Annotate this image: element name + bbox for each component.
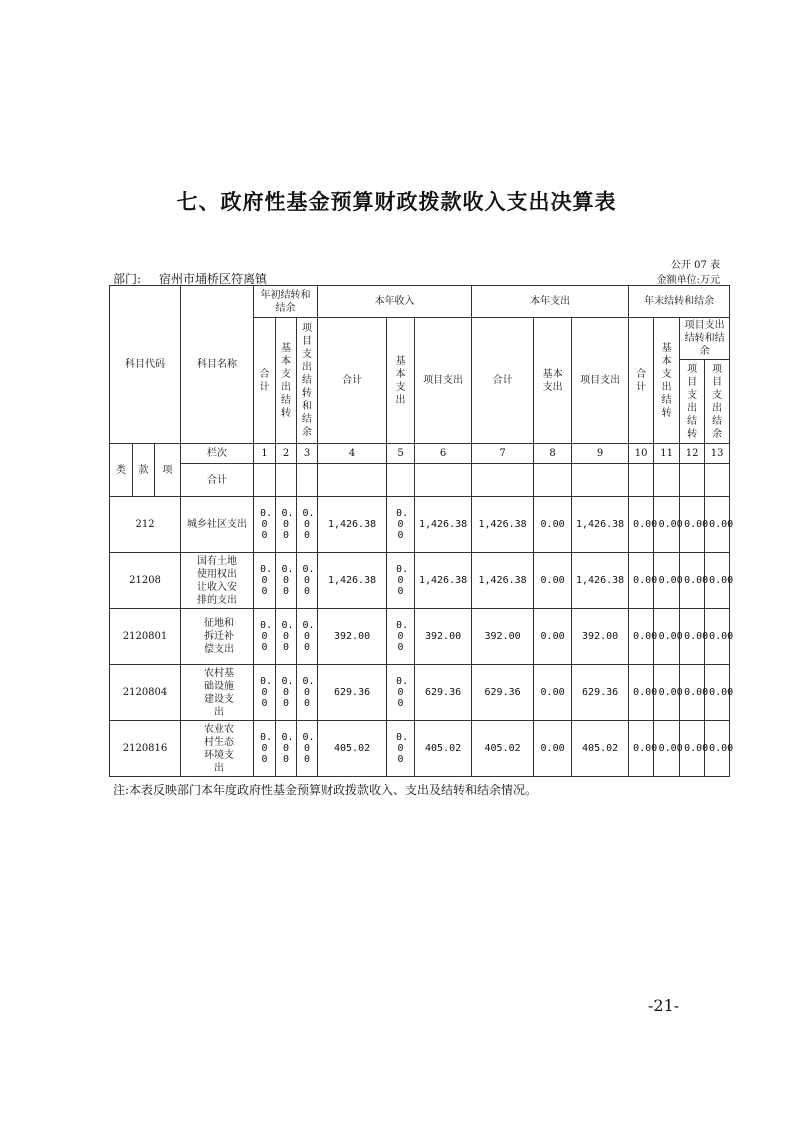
header-end-group: 年末结转和结余	[629, 286, 730, 318]
cell-income-basic: 0.00	[387, 497, 415, 553]
row-name: 国有土地使用权出让收入安排的支出	[181, 553, 254, 609]
row-name: 征地和拆迁补偿支出	[181, 609, 254, 665]
total-row-label: 合计	[181, 464, 254, 497]
table-row	[110, 497, 730, 553]
header-expense-basic: 基本支出	[534, 318, 572, 444]
cell-expense-basic: 0.00	[534, 721, 572, 777]
cell-income-basic: 0.00	[387, 609, 415, 665]
header-kuan: 款	[133, 444, 155, 497]
cell-end-total: 0.00	[629, 553, 654, 609]
cell-income-project: 1,426.38	[415, 553, 472, 609]
row-code: 2120804	[110, 665, 181, 721]
cell-end-carry: 0.00	[680, 553, 705, 609]
col-number: 7	[472, 444, 534, 464]
col-number: 1	[254, 444, 276, 464]
budget-table	[109, 285, 734, 777]
cell-end-total: 0.00	[629, 497, 654, 553]
cell-expense-total: 405.02	[472, 721, 534, 777]
form-number: 公开 07 表	[670, 260, 720, 271]
cell-begin-project: 0.00	[297, 665, 318, 721]
cell-income-basic: 0.00	[387, 721, 415, 777]
cell-begin-project: 0.00	[297, 721, 318, 777]
row-name: 城乡社区支出	[181, 497, 254, 553]
cell-begin-basic: 0.00	[276, 665, 297, 721]
cell-expense-basic: 0.00	[534, 665, 572, 721]
cell-begin-project: 0.00	[297, 553, 318, 609]
row-name: 农业农村生态环境支出	[181, 721, 254, 777]
header-end-project-carry: 项目支出结转	[680, 360, 705, 444]
cell-income-total: 1,426.38	[318, 553, 387, 609]
cell-begin-basic: 0.00	[276, 497, 297, 553]
header-expense-total: 合计	[472, 318, 534, 444]
cell-end-basic: 0.00	[654, 721, 680, 777]
cell-end-total: 0.00	[629, 609, 654, 665]
cell-expense-project: 1,426.38	[572, 497, 629, 553]
header-end-project-group: 项目支出结转和结余	[680, 318, 730, 360]
row-code: 2120816	[110, 721, 181, 777]
col-number: 8	[534, 444, 572, 464]
row-code: 212	[110, 497, 181, 553]
header-subject-code: 科目代码	[110, 286, 181, 444]
cell-end-carry: 0.00	[680, 497, 705, 553]
cell-end-surplus: 0.00	[705, 553, 730, 609]
cell-end-carry: 0.00	[680, 609, 705, 665]
cell-expense-total: 1,426.38	[472, 497, 534, 553]
cell-expense-project: 392.00	[572, 609, 629, 665]
cell-end-surplus: 0.00	[705, 665, 730, 721]
cell-end-surplus: 0.00	[705, 497, 730, 553]
cell-income-total: 629.36	[318, 665, 387, 721]
cell-expense-total: 1,426.38	[472, 553, 534, 609]
cell-expense-basic: 0.00	[534, 497, 572, 553]
cell-income-project: 405.02	[415, 721, 472, 777]
cell-begin-project: 0.00	[297, 609, 318, 665]
cell-end-basic: 0.00	[654, 553, 680, 609]
table-note: 注:本表反映部门本年度政府性基金预算财政拨款收入、支出及结转和结余情况。	[113, 783, 538, 797]
header-end-basic: 基本支出结转	[654, 318, 680, 444]
row-code: 21208	[110, 553, 181, 609]
cell-income-project: 392.00	[415, 609, 472, 665]
cell-income-total: 405.02	[318, 721, 387, 777]
page-title: 七、政府性基金预算财政拨款收入支出决算表	[176, 190, 617, 214]
col-number: 10	[629, 444, 654, 464]
header-begin-group: 年初结转和结余	[254, 286, 318, 318]
cell-begin-total: 0.00	[254, 665, 276, 721]
header-begin-project: 项目支出结转和结余	[297, 318, 318, 444]
header-expense-project: 项目支出	[572, 318, 629, 444]
cell-begin-basic: 0.00	[276, 553, 297, 609]
header-income-group: 本年收入	[318, 286, 472, 318]
cell-expense-project: 405.02	[572, 721, 629, 777]
cell-income-total: 1,426.38	[318, 497, 387, 553]
cell-end-basic: 0.00	[654, 665, 680, 721]
cell-end-carry: 0.00	[680, 721, 705, 777]
header-end-project-surplus: 项目支出结余	[705, 360, 730, 444]
col-number: 5	[387, 444, 415, 464]
row-name: 农村基础设施建设支出	[181, 665, 254, 721]
cell-end-total: 0.00	[629, 665, 654, 721]
cell-expense-total: 629.36	[472, 665, 534, 721]
header-income-total: 合计	[318, 318, 387, 444]
header-subject-name: 科目名称	[181, 286, 254, 444]
col-number: 11	[654, 444, 680, 464]
cell-end-basic: 0.00	[654, 497, 680, 553]
cell-begin-basic: 0.00	[276, 721, 297, 777]
cell-end-surplus: 0.00	[705, 721, 730, 777]
col-number: 3	[297, 444, 318, 464]
header-income-project: 项目支出	[415, 318, 472, 444]
cell-income-project: 1,426.38	[415, 497, 472, 553]
row-code: 2120801	[110, 609, 181, 665]
cell-end-basic: 0.00	[654, 609, 680, 665]
cell-income-project: 629.36	[415, 665, 472, 721]
amount-unit: 金额单位:万元	[656, 275, 720, 286]
cell-expense-basic: 0.00	[534, 609, 572, 665]
header-income-basic: 基本支出	[387, 318, 415, 444]
cell-income-basic: 0.00	[387, 553, 415, 609]
cell-income-basic: 0.00	[387, 665, 415, 721]
cell-end-carry: 0.00	[680, 665, 705, 721]
cell-end-surplus: 0.00	[705, 609, 730, 665]
header-begin-total: 合计	[254, 318, 276, 444]
header-lanci: 栏次	[181, 444, 254, 464]
cell-end-total: 0.00	[629, 721, 654, 777]
cell-expense-basic: 0.00	[534, 553, 572, 609]
table-row	[110, 609, 730, 665]
table-row	[110, 553, 730, 609]
header-lei: 类	[110, 444, 133, 497]
col-number: 2	[276, 444, 297, 464]
table-row	[110, 665, 730, 721]
department-value: 宿州市埇桥区符离镇	[159, 272, 268, 286]
col-number: 9	[572, 444, 629, 464]
department-label: 部门:	[113, 272, 142, 286]
col-number: 6	[415, 444, 472, 464]
cell-begin-total: 0.00	[254, 553, 276, 609]
header-xiang: 项	[155, 444, 181, 497]
col-number: 4	[318, 444, 387, 464]
cell-begin-total: 0.00	[254, 721, 276, 777]
header-expense-group: 本年支出	[472, 286, 629, 318]
cell-expense-project: 1,426.38	[572, 553, 629, 609]
header-end-total: 合计	[629, 318, 654, 444]
cell-begin-project: 0.00	[297, 497, 318, 553]
cell-income-total: 392.00	[318, 609, 387, 665]
table-row	[110, 721, 730, 777]
col-number: 13	[705, 444, 730, 464]
page-number: -21-	[648, 996, 680, 1015]
cell-begin-total: 0.00	[254, 609, 276, 665]
cell-expense-total: 392.00	[472, 609, 534, 665]
header-begin-basic: 基本支出结转	[276, 318, 297, 444]
cell-begin-total: 0.00	[254, 497, 276, 553]
col-number: 12	[680, 444, 705, 464]
cell-expense-project: 629.36	[572, 665, 629, 721]
cell-begin-basic: 0.00	[276, 609, 297, 665]
